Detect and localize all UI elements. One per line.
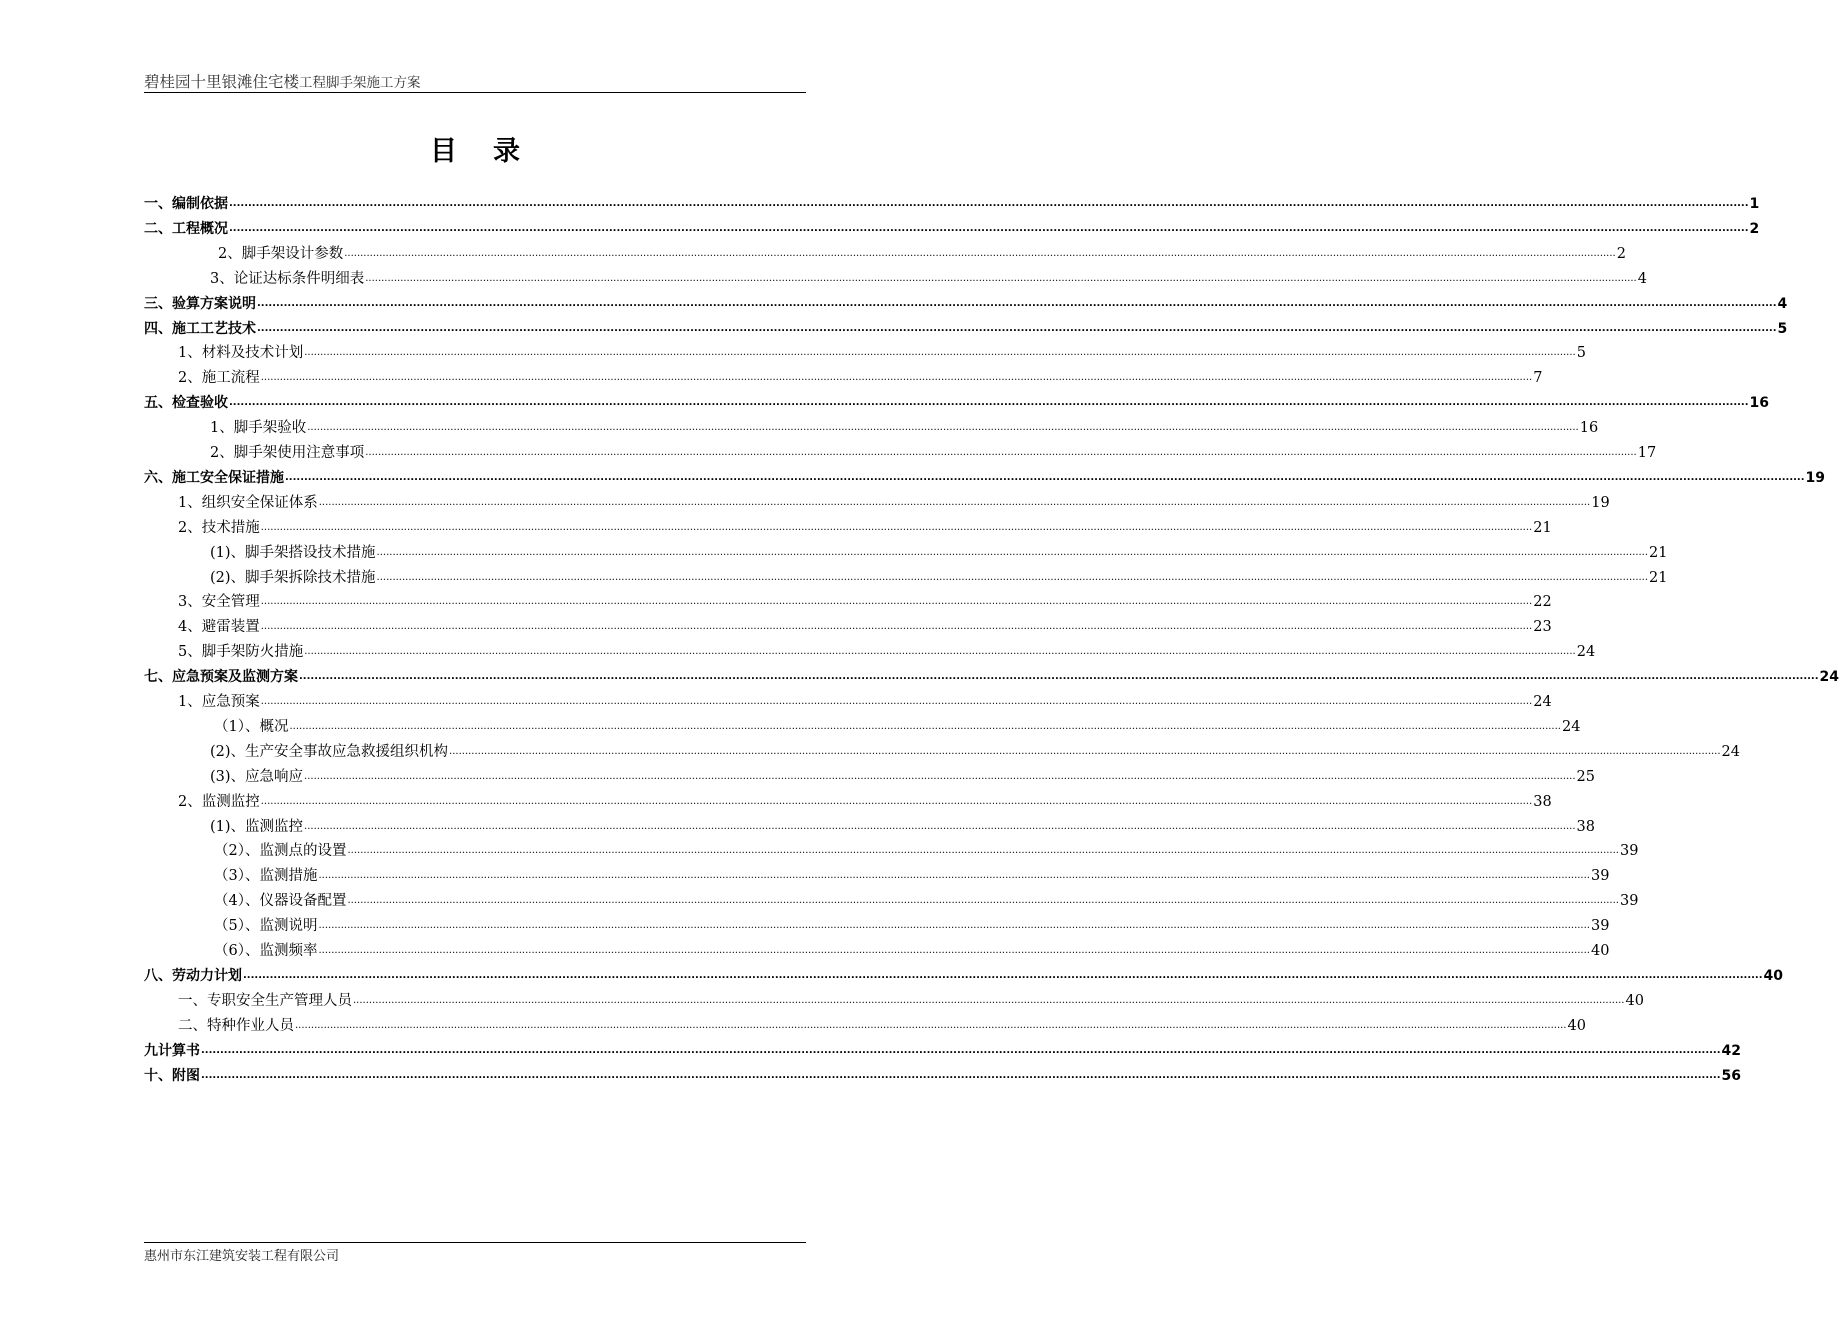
toc-leader-dots: ................................................................................................................................................................................................................................................................................................................................................................................................................: [299, 671, 1819, 683]
toc-leader-dots: ................................................................................................................................................................................................................................................................................................................................................................................................................: [260, 696, 1533, 707]
toc-entry-page-number: 40: [1625, 992, 1644, 1009]
toc-entry-page-number: 1: [1749, 196, 1760, 212]
toc-entry[interactable]: [214, 940, 1610, 962]
toc-entry-page-number: 19: [1591, 494, 1610, 511]
toc-entry-label: （2）、监测点的设置: [214, 843, 347, 860]
toc-leader-dots: ................................................................................................................................................................................................................................................................................................................................................................................................................: [260, 596, 1533, 608]
toc-leader-dots: ................................................................................................................................................................................................................................................................................................................................................................................................................: [318, 920, 1590, 932]
toc-entry-page-number: 16: [1749, 395, 1770, 412]
toc-entry-label: 4、避雷装置: [178, 619, 260, 636]
toc-entry[interactable]: [210, 268, 1647, 290]
toc-entry-label: 5、脚手架防火措施: [178, 644, 304, 661]
toc-entry-page-number: 24: [1533, 694, 1552, 710]
toc-leader-dots: ................................................................................................................................................................................................................................................................................................................................................................................................................: [344, 247, 1616, 259]
toc-entry[interactable]: [178, 367, 1543, 389]
toc-leader-dots: ................................................................................................................................................................................................................................................................................................................................................................................................................: [353, 994, 1625, 1006]
toc-entry-page-number: 2: [1616, 245, 1626, 262]
toc-entry-label: 五、检查验收: [144, 395, 228, 412]
header-title-main: 碧桂园十里银滩住宅楼: [144, 73, 300, 91]
toc-entry-page-number: 19: [1805, 469, 1826, 486]
toc-leader-dots: ................................................................................................................................................................................................................................................................................................................................................................................................................: [376, 571, 1649, 583]
toc-leader-dots: ................................................................................................................................................................................................................................................................................................................................................................................................................: [318, 496, 1591, 508]
toc-entry-page-number: 5: [1576, 345, 1586, 362]
toc-entry[interactable]: [178, 1015, 1586, 1037]
toc-entry-label: （6）、监测频率: [214, 943, 318, 959]
toc-entry[interactable]: [144, 1065, 1742, 1087]
toc-entry[interactable]: [144, 193, 1760, 215]
toc-entry[interactable]: [214, 865, 1610, 887]
toc-entry-label: 2、脚手架设计参数: [218, 245, 344, 262]
toc-entry-page-number: 40: [1590, 943, 1610, 959]
toc-leader-dots: ................................................................................................................................................................................................................................................................................................................................................................................................................: [376, 546, 1649, 558]
toc-entry[interactable]: [218, 243, 1626, 265]
toc-entry[interactable]: [214, 716, 1581, 738]
toc-entry[interactable]: [144, 218, 1760, 240]
toc-entry-page-number: 17: [1637, 445, 1657, 461]
toc-entry-label: (2)、脚手架拆除技术措施: [210, 569, 376, 586]
toc-entry[interactable]: [210, 442, 1657, 464]
toc-entry-page-number: 4: [1637, 270, 1647, 287]
toc-entry[interactable]: [178, 591, 1552, 613]
toc-entry-label: 二、特种作业人员: [178, 1017, 294, 1034]
toc-entry-page-number: 38: [1533, 793, 1552, 810]
toc-entry[interactable]: [178, 342, 1586, 364]
toc-entry[interactable]: [144, 467, 1826, 489]
toc-entry-label: 2、监测监控: [178, 793, 260, 810]
toc-entry-label: （1）、概况: [214, 718, 289, 735]
toc-entry-page-number: 39: [1619, 843, 1639, 860]
toc-entry-page-number: 21: [1649, 569, 1668, 586]
toc-entry-page-number: 23: [1533, 619, 1552, 636]
toc-entry-page-number: 24: [1819, 669, 1839, 686]
toc-entry-label: 十、附图: [144, 1067, 200, 1084]
toc-entry-label: 六、施工安全保证措施: [144, 469, 284, 486]
toc-entry-label: 一、编制依据: [144, 196, 228, 212]
toc-entry-label: 3、论证达标条件明细表: [210, 270, 365, 287]
toc-entry-page-number: 42: [1721, 1042, 1742, 1059]
toc-entry[interactable]: [144, 392, 1770, 414]
toc-entry-page-number: 39: [1590, 918, 1610, 935]
toc-entry[interactable]: [178, 616, 1552, 638]
toc-leader-dots: ................................................................................................................................................................................................................................................................................................................................................................................................................: [243, 969, 1763, 981]
toc-leader-dots: ................................................................................................................................................................................................................................................................................................................................................................................................................: [285, 471, 1805, 483]
toc-entry-page-number: 4: [1777, 295, 1788, 312]
footer-company: 惠州市东江建筑安装工程有限公司: [144, 1249, 340, 1264]
page-title: 目录: [430, 136, 556, 167]
toc-leader-dots: ................................................................................................................................................................................................................................................................................................................................................................................................................: [304, 820, 1576, 832]
toc-leader-dots: ................................................................................................................................................................................................................................................................................................................................................................................................................: [365, 447, 1637, 458]
toc-entry[interactable]: [144, 1040, 1742, 1062]
toc-leader-dots: ................................................................................................................................................................................................................................................................................................................................................................................................................: [260, 521, 1533, 533]
toc-entry-page-number: 16: [1579, 420, 1599, 437]
toc-leader-dots: ................................................................................................................................................................................................................................................................................................................................................................................................................: [365, 272, 1637, 284]
toc-entry-label: 2、技术措施: [178, 519, 260, 536]
toc-leader-dots: ................................................................................................................................................................................................................................................................................................................................................................................................................: [304, 770, 1576, 782]
toc-leader-dots: ................................................................................................................................................................................................................................................................................................................................................................................................................: [318, 945, 1590, 956]
toc-entry-label: 八、劳动力计划: [144, 967, 242, 984]
toc-entry[interactable]: [210, 417, 1599, 439]
toc-entry-page-number: 39: [1619, 893, 1639, 910]
toc-entry[interactable]: [144, 318, 1788, 340]
toc-leader-dots: ................................................................................................................................................................................................................................................................................................................................................................................................................: [260, 621, 1533, 633]
toc-entry-label: 四、施工工艺技术: [144, 320, 256, 337]
toc-entry[interactable]: [144, 666, 1839, 688]
toc-entry-label: （3）、监测措施: [214, 868, 318, 885]
toc-entry[interactable]: [178, 791, 1552, 813]
toc-entry-label: (2)、生产安全事故应急救援组织机构: [210, 743, 449, 760]
toc-entry-label: 一、专职安全生产管理人员: [178, 992, 352, 1009]
toc-entry[interactable]: [210, 816, 1595, 838]
toc-entry-page-number: 22: [1533, 594, 1552, 611]
toc-entry[interactable]: [214, 915, 1610, 937]
toc-leader-dots: ................................................................................................................................................................................................................................................................................................................................................................................................................: [229, 198, 1749, 209]
toc-leader-dots: ................................................................................................................................................................................................................................................................................................................................................................................................................: [229, 397, 1749, 409]
toc-leader-dots: ................................................................................................................................................................................................................................................................................................................................................................................................................: [257, 297, 1777, 309]
toc-entry[interactable]: [178, 517, 1552, 539]
toc-entry-page-number: 38: [1576, 818, 1595, 835]
toc-leader-dots: ................................................................................................................................................................................................................................................................................................................................................................................................................: [260, 795, 1533, 807]
toc-leader-dots: ................................................................................................................................................................................................................................................................................................................................................................................................................: [201, 1069, 1721, 1081]
toc-entry-page-number: 2: [1749, 220, 1760, 237]
toc-entry-label: 2、脚手架使用注意事项: [210, 445, 365, 461]
toc-entry-label: (3)、应急响应: [210, 768, 304, 785]
toc-entry-page-number: 5: [1777, 320, 1788, 337]
toc-leader-dots: ................................................................................................................................................................................................................................................................................................................................................................................................................: [201, 1044, 1721, 1056]
footer-divider: [144, 1242, 806, 1243]
toc-leader-dots: ................................................................................................................................................................................................................................................................................................................................................................................................................: [289, 720, 1561, 732]
toc-entry-label: 3、安全管理: [178, 594, 260, 611]
toc-entry[interactable]: [214, 890, 1639, 912]
toc-leader-dots: ................................................................................................................................................................................................................................................................................................................................................................................................................: [257, 322, 1777, 334]
toc-entry[interactable]: [178, 990, 1644, 1012]
toc-leader-dots: ................................................................................................................................................................................................................................................................................................................................................................................................................: [318, 870, 1590, 882]
toc-entry[interactable]: [144, 293, 1788, 315]
toc-leader-dots: ................................................................................................................................................................................................................................................................................................................................................................................................................: [347, 895, 1619, 907]
toc-entry-page-number: 21: [1533, 519, 1552, 536]
toc-leader-dots: ................................................................................................................................................................................................................................................................................................................................................................................................................: [260, 372, 1533, 384]
header-title-sub: 工程脚手架施工方案: [299, 75, 421, 91]
toc-entry-page-number: 39: [1590, 868, 1610, 885]
toc-entry-label: 1、材料及技术计划: [178, 345, 304, 362]
toc-leader-dots: ................................................................................................................................................................................................................................................................................................................................................................................................................: [295, 1019, 1567, 1031]
toc-entry-page-number: 56: [1721, 1067, 1742, 1084]
toc-entry-label: (1)、脚手架搭设技术措施: [210, 544, 376, 561]
toc-entry[interactable]: [178, 691, 1552, 713]
toc-entry-page-number: 7: [1533, 370, 1543, 387]
toc-leader-dots: ................................................................................................................................................................................................................................................................................................................................................................................................................: [307, 422, 1579, 434]
toc-entry-label: 1、组织安全保证体系: [178, 494, 318, 511]
toc-entry-page-number: 25: [1576, 768, 1595, 785]
toc-entry[interactable]: [178, 641, 1596, 663]
toc-entry-label: 二、工程概况: [144, 220, 228, 237]
toc-entry-page-number: 24: [1576, 644, 1596, 661]
toc-leader-dots: ................................................................................................................................................................................................................................................................................................................................................................................................................: [304, 646, 1576, 658]
toc-leader-dots: ................................................................................................................................................................................................................................................................................................................................................................................................................: [449, 745, 1721, 757]
toc-entry[interactable]: [210, 567, 1668, 589]
toc-entry-page-number: 21: [1649, 544, 1668, 561]
toc-entry[interactable]: [178, 492, 1610, 514]
toc-entry-label: （4）、仪器设备配置: [214, 893, 347, 910]
toc-entry-label: 1、应急预案: [178, 694, 260, 710]
toc-entry[interactable]: [144, 965, 1784, 987]
toc-entry-page-number: 40: [1567, 1017, 1586, 1034]
header-divider: [144, 92, 806, 93]
toc-entry[interactable]: [214, 840, 1639, 862]
toc-leader-dots: ................................................................................................................................................................................................................................................................................................................................................................................................................: [347, 845, 1619, 857]
toc-entry[interactable]: [210, 766, 1595, 788]
toc-entry[interactable]: [210, 542, 1668, 564]
toc-entry-label: 2、施工流程: [178, 370, 260, 387]
toc-entry-label: 1、脚手架验收: [210, 420, 307, 437]
toc-entry-label: 九计算书: [144, 1042, 200, 1059]
toc-entry-label: (1)、监测监控: [210, 818, 304, 835]
toc-leader-dots: ................................................................................................................................................................................................................................................................................................................................................................................................................: [304, 347, 1576, 359]
toc-leader-dots: ................................................................................................................................................................................................................................................................................................................................................................................................................: [229, 222, 1749, 234]
toc-entry-page-number: 24: [1721, 743, 1740, 760]
toc-entry-label: 七、应急预案及监测方案: [144, 669, 298, 686]
page-header: [144, 72, 806, 92]
toc-entry[interactable]: [210, 741, 1740, 763]
toc-entry-label: 三、验算方案说明: [144, 295, 256, 312]
toc-entry-page-number: 24: [1561, 718, 1581, 735]
toc-entry-page-number: 40: [1763, 967, 1784, 984]
toc-entry-label: （5）、监测说明: [214, 918, 318, 935]
